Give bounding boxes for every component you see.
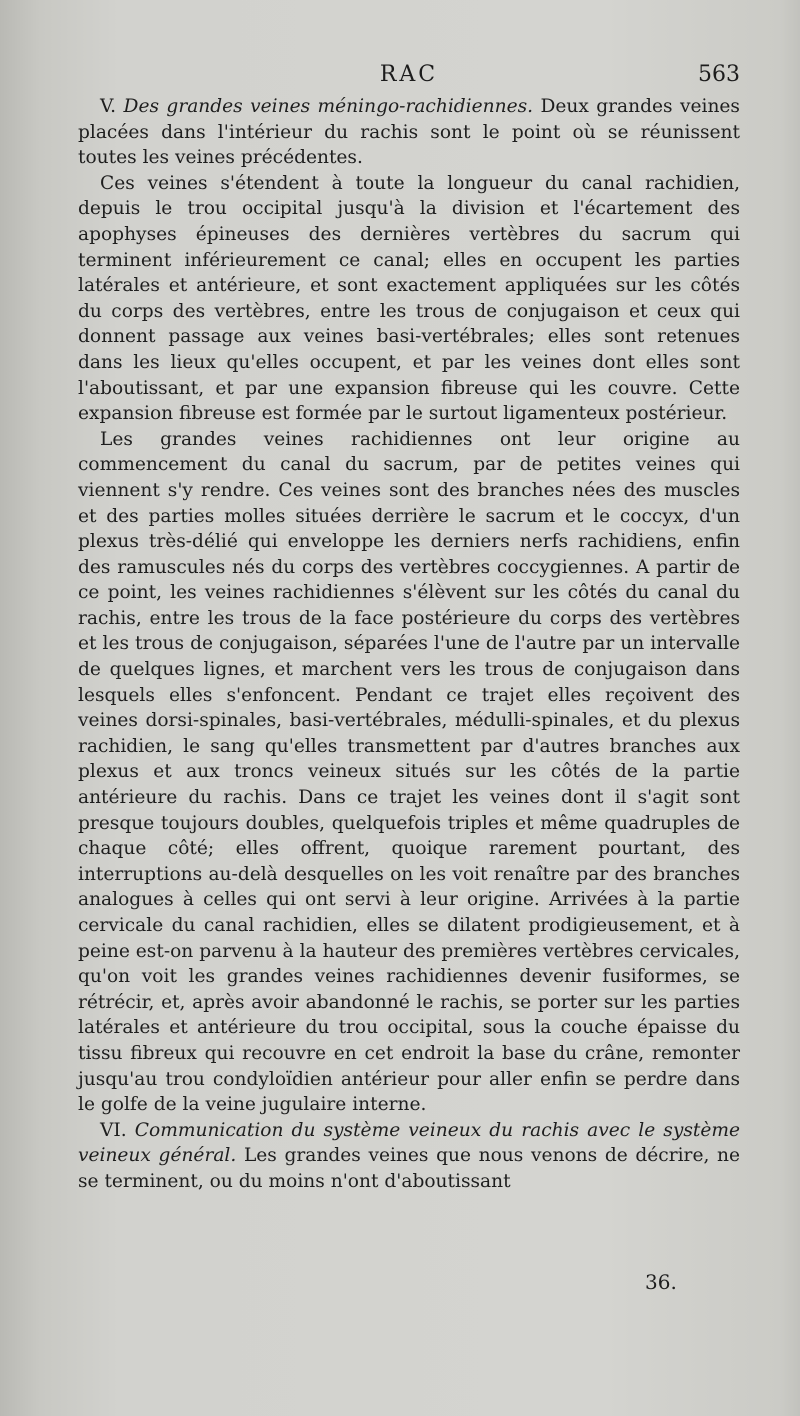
page-header (78, 62, 740, 94)
signature-mark: 36. (645, 1270, 677, 1294)
section-v-text: Deux grandes veines placées dans l'intérieur du rachis sont le point où se réunissent toutes les veines précédentes. (78, 96, 740, 169)
section-vi-heading: Communication du système veineux du rachis avec le système veineux général. (78, 1119, 740, 1167)
section-vi (78, 1118, 740, 1195)
page-number: 563 (698, 62, 740, 87)
section-vi-text: Les grandes veines que nous venons de décrire, ne se terminent, ou du moins n'ont d'aboutissant (78, 1145, 740, 1192)
section-v-heading: Des grandes veines méningo-rachidiennes. (123, 96, 534, 117)
paragraph-1: Ces veines s'étendent à toute la longueur du canal rachidien, depuis le trou occipital jusqu'à la division et l'écartement des apophyses épineuses des dernières vertèbres du sacrum qui terminent inférieurement ce canal; elles en occupent les parties latérales et antérieure, et sont exactement appliquées sur les côtés du corps des vertèbres, entre les trous de conjugaison et ceux qui donnent passage aux veines basi-vertébrales; elles sont retenues dans les lieux qu'elles occupent, et par les veines dont elles sont l'aboutissant, et par une expansion fibreuse qui les couvre. Cette expansion fibreuse est formée par le surtout ligamenteux postérieur. (78, 172, 740, 425)
section-v (78, 94, 740, 171)
paragraph-2: Les grandes veines rachidiennes ont leur origine au commencement du canal du sacrum, par de petites veines qui viennent s'y rendre. Ces veines sont des branches nées des muscles et des parties molles situées derrière le sacrum et le coccyx, d'un plexus très-délié qui enveloppe les derniers nerfs rachidiens, enfin des ramuscules nés du corps des vertèbres coccygiennes. A partir de ce point, les veines rachidiennes s'élèvent sur les côtés du canal du rachis, entre les trous de la face postérieure du corps des vertèbres et les trous de conjugaison, séparées l'une de l'autre par un intervalle de quelques lignes, et marchent vers les trous de conjugaison dans lesquels elles s'enfoncent. Pendant ce trajet elles reçoivent des veines dorsi-spinales, basi-vertébrales, médulli-spinales, et du plexus rachidien, le sang qu'elles transmettent par d'autres branches aux plexus et aux troncs veineux situés sur les côtés de la partie antérieure du rachis. Dans ce trajet les veines dont il s'agit sont presque toujours doubles, quelquefois triples et même quadruples de chaque côté; elles offrent, quoique rarement pourtant, des interruptions au-delà desquelles on les voit renaître par des branches analogues à celles qui ont servi à leur origine. Arrivées à la partie cervicale du canal rachidien, elles se dilatent prodigieusement, et à peine est-on parvenu à la hauteur des premières vertèbres cervicales, qu'on voit les grandes veines rachidiennes devenir fusiformes, se rétrécir, et, après avoir abandonné le rachis, se porter sur les parties latérales et antérieure du trou occipital, sous la couche épaisse du tissu fibreux qui recouvre en cet endroit la base du crâne, remonter jusqu'au trou condyloïdien antérieur pour aller enfin se perdre dans le golfe de la veine jugulaire interne. (78, 428, 740, 1116)
running-head: RAC (379, 62, 439, 87)
section-vi-number: VI. (100, 1119, 127, 1141)
body-text (78, 94, 740, 1195)
section-v-number: V. (100, 96, 117, 117)
